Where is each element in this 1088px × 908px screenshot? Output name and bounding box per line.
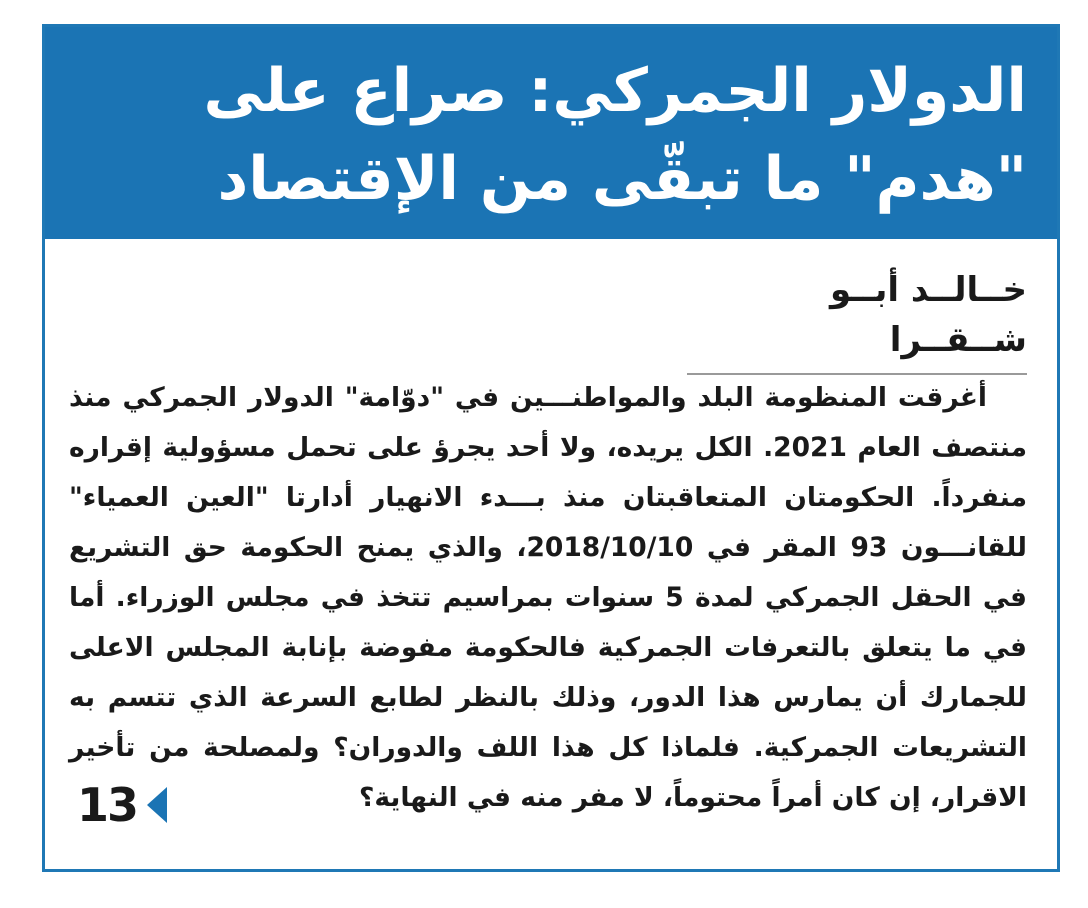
article-paragraph: أغرقت المنظومة البلد والمواطنـــين في "دوّامة" الدولار الجمركي منذ منتصف العام 2021. الكل يريده، ولا أحد يجرؤ على تحمل مسؤولية إقراره منفرداً. الحكومتان المتعاقبتان منذ بـــدء الانهيار أدارتا "العين العمياء" للقانـــون 93 المقر في 2018/10/10، والذي يمنح الحكومة حق التشريع في الحقل الجمركي لمدة 5 سنوات بمراسيم تتخذ في مجلس الوزراء. أما في ما يتعلق بالتعرفات الجمركية فالحكومة مفوضة بإنابة المجلس الاعلى للجمارك أن يمارس هذا الدور، وذلك بالنظر لطابع السرعة الذي تتسم به التشريعات الجمركية. فلماذا كل هذا اللف والدوران؟ ولمصلحة من تأخير الاقرار، إن كان أمراً محتوماً، لا مفر منه في النهاية؟ bbox=[69, 382, 1028, 813]
page-number: 13 bbox=[77, 778, 138, 832]
page-indicator[interactable] bbox=[77, 779, 167, 831]
byline bbox=[687, 265, 1027, 375]
headline-banner bbox=[45, 27, 1057, 239]
article-body bbox=[69, 373, 1027, 823]
arrow-left-icon[interactable] bbox=[147, 787, 167, 823]
author-name: خــالــد أبــو شــقــرا bbox=[687, 265, 1027, 375]
article-card bbox=[42, 24, 1060, 872]
article-headline: الدولار الجمركي: صراع على "هدم" ما تبقّى من الإقتصاد bbox=[203, 56, 1027, 214]
